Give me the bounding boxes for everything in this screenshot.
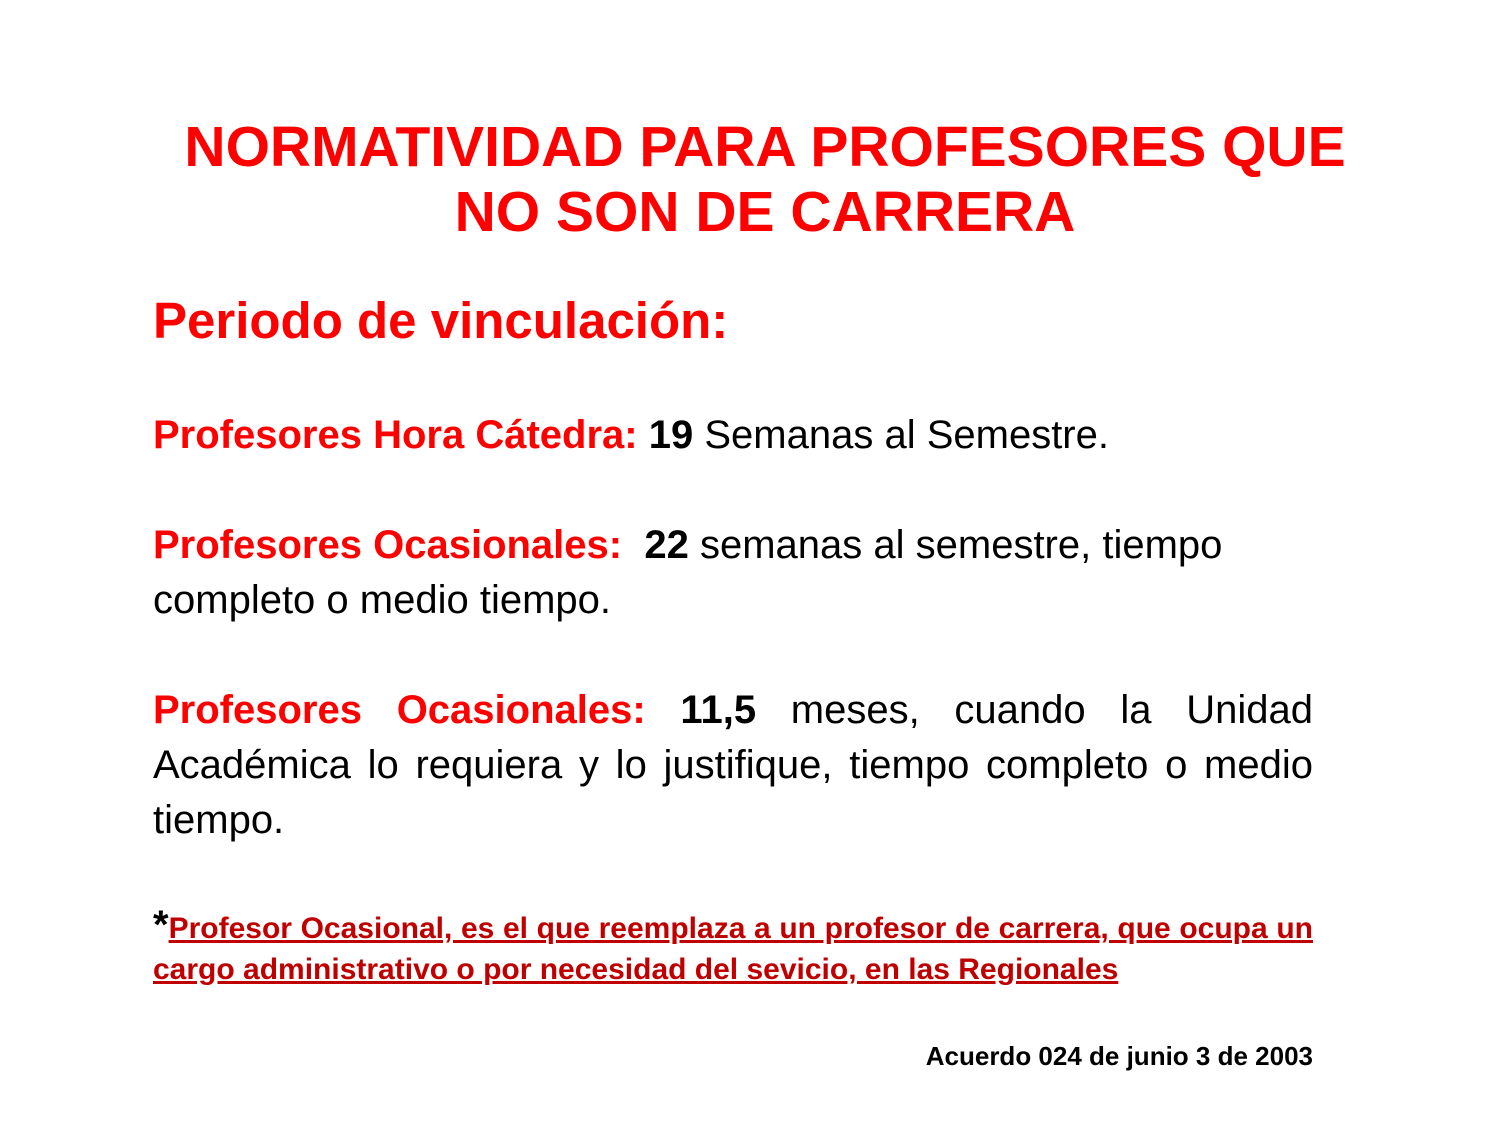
page-title <box>100 115 1430 245</box>
entry-text: Semanas al Semestre. <box>704 413 1109 457</box>
entry-number: 11,5 <box>680 688 757 732</box>
footnote-marker: * <box>153 903 169 947</box>
entry-text: meses, cuando la Unidad Académica lo requiera y lo justifique, tiempo completo o medio tiempo. <box>153 688 1313 842</box>
entry-ocasionales-semanas <box>153 518 1313 628</box>
page-title-line-2: NO SON DE CARRERA <box>454 180 1076 244</box>
entry-label: Profesores Ocasionales: <box>153 688 646 732</box>
entry-hora-catedra <box>153 408 1313 463</box>
entry-label: Profesores Hora Cátedra: <box>153 413 638 457</box>
entry-text: semanas al semestre, tiempo completo o medio tiempo. <box>153 523 1223 622</box>
section-heading: Periodo de vinculación: <box>153 292 729 349</box>
entry-label: Profesores Ocasionales: <box>153 523 623 567</box>
entry-number: 19 <box>648 413 694 457</box>
footnote-text: Profesor Ocasional, es el que reemplaza a un profesor de carrera, que ocupa un cargo administrativo o por necesidad del sevicio, en las Regionales <box>153 912 1313 986</box>
entry-ocasionales-meses <box>153 683 1313 848</box>
entry-number: 22 <box>644 523 689 567</box>
reference-citation: Acuerdo 024 de junio 3 de 2003 <box>925 1041 1313 1071</box>
footnote <box>153 905 1313 990</box>
page-title-line-1: NORMATIVIDAD PARA PROFESORES QUE <box>184 115 1346 179</box>
